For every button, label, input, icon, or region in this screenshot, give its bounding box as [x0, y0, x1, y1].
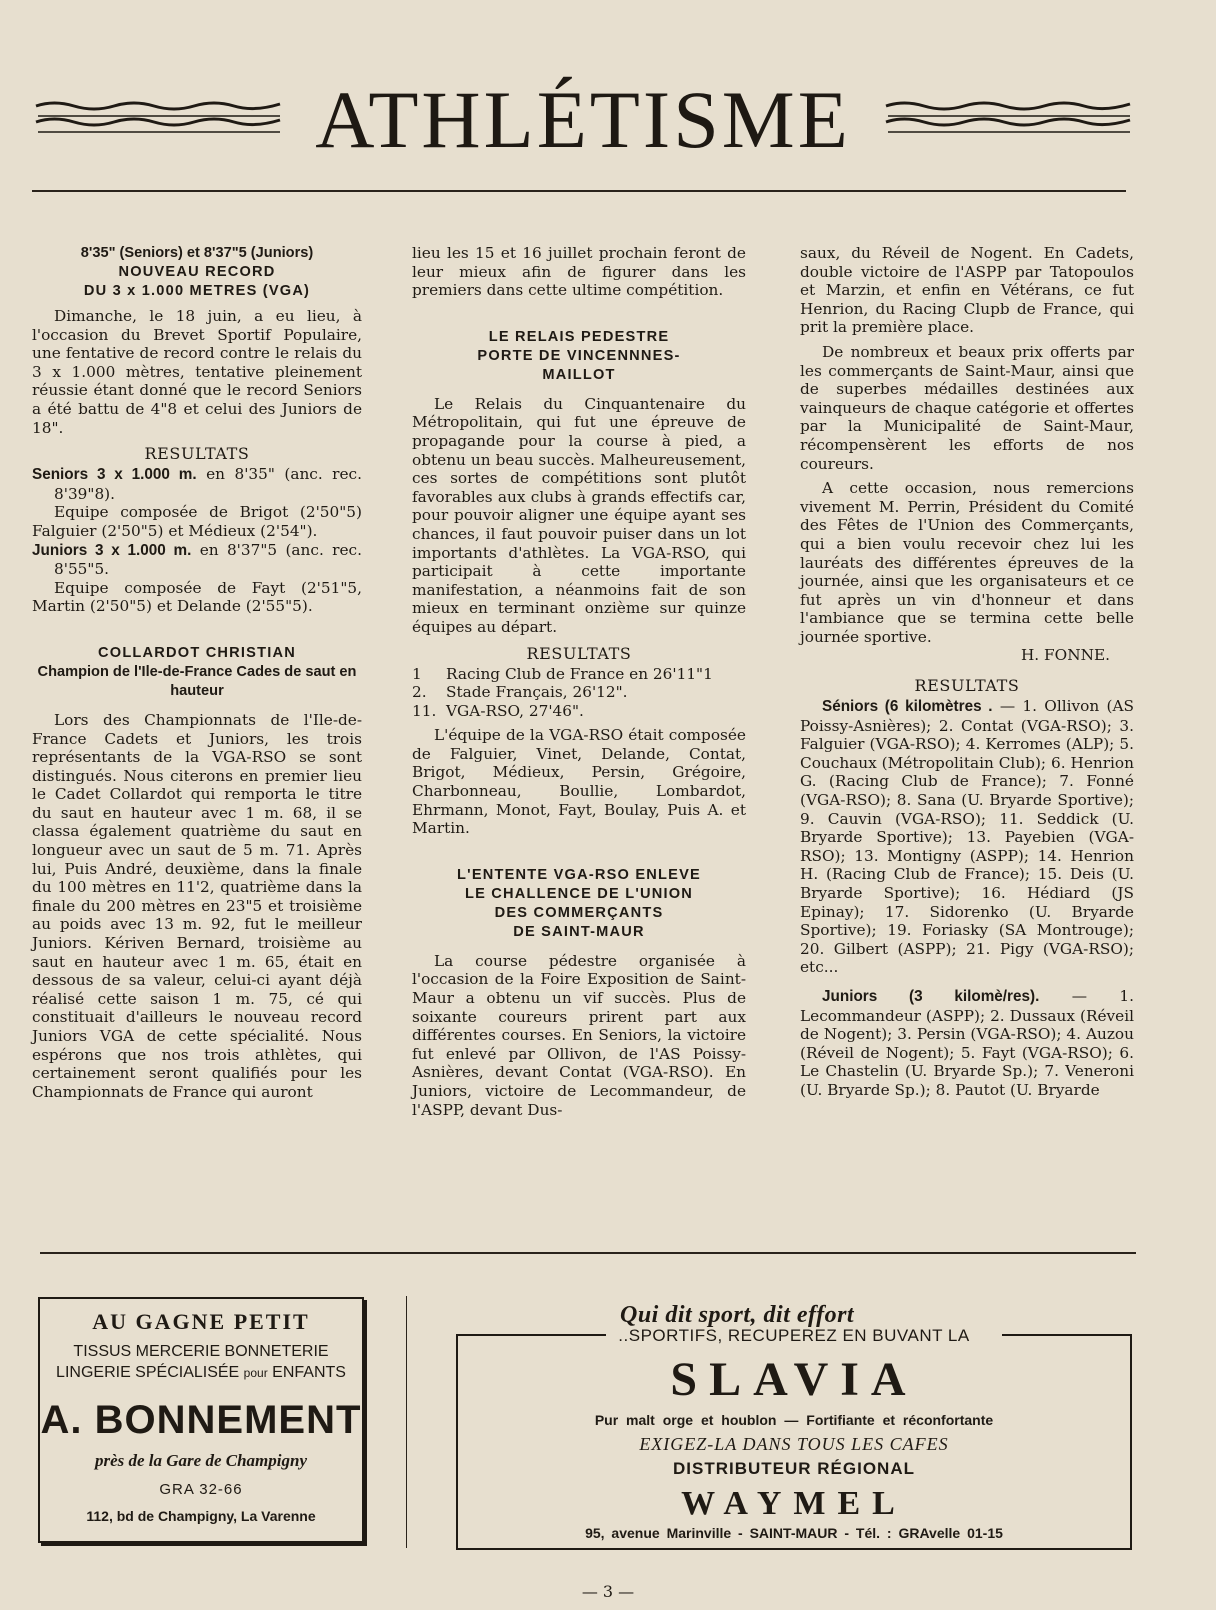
- article-1-heading-line-3: DU 3 x 1.000 METRES (VGA): [83, 283, 311, 299]
- article-1-results-heading: RESULTATS: [144, 444, 250, 464]
- ad-cta: EXIGEZ-LA DANS TOUS LES CAFES: [639, 1434, 949, 1454]
- ad-brand-logo: SLAVIA: [670, 1353, 918, 1406]
- result-text: Stade Français, 26'12".: [446, 683, 628, 702]
- juniors-result-text: en 8'37"5 (anc. rec. 8'55"5.: [54, 540, 362, 579]
- ad-text: ENFANTS: [267, 1364, 346, 1381]
- ad-products-line-1: TISSUS MERCERIE BONNETERIE: [73, 1343, 329, 1360]
- ad-products-line-2: [40, 1362, 362, 1384]
- article-3-team-paragraph: L'équipe de la VGA-RSO était composée de Falguier, Vinet, Delande, Contat, Brigot, Médieux, Persin, Grégoire, Charbonneau, Boullie, Lombardot, Ehrmann, Monot, Fayt, Boulay, Puis A. et Martin.: [412, 726, 746, 838]
- article-1-paragraph: Dimanche, le 18 juin, a eu lieu, à l'occasion du Brevet Sportif Populaire, une fentative de record contre le relais du 3 x 1.000 mètres, tentative pleinement réussie étant donné que le record Seniors a été battu de 4"8 et celui des Juniors de 18".: [32, 307, 362, 437]
- ad-headline: ..SPORTIFS, RECUPEREZ EN BUVANT LA: [618, 1326, 970, 1345]
- ad-distributor-label: DISTRIBUTEUR RÉGIONAL: [673, 1459, 915, 1478]
- result-text: Racing Club de France en 26'11"1: [446, 664, 713, 683]
- article-3-heading-line-1: LE RELAIS PEDESTRE: [488, 328, 670, 345]
- ad-owner-name: A. BONNEMENT: [40, 1398, 362, 1442]
- juniors-result: [32, 541, 362, 579]
- ad-phone: GRA 32-66: [159, 1481, 243, 1498]
- ad-text: LINGERIE SPÉCIALISÉE: [56, 1364, 244, 1381]
- ad-text: pour: [243, 1366, 268, 1380]
- article-2-paragraph: Lors des Championnats de l'Ile-de-France Cadets et Juniors, les trois représentants de la VGA-RSO se sont distingués. Nous citerons en premier lieu le Cadet Collardot qui remporta le titre du saut en hauteur avec 1 m. 68, il se classa également quatrième du saut en longueur avec un saut de 5 m. 71. Après lui, Puis André, deuxième, dans la finale du 100 mètres en 11'2, quatrième dans la finale du 200 mètres en 23"5 et troisième au poids avec 13 m. 92, fut le meilleur Juniors. Kériven Bernard, troisième au saut en hauteur avec 1 m. 65, était en dessous de sa valeur, celui-ci ayant déjà réalisé cette saison 1 m. 75, cé qui constituait d'ailleurs le nouveau record Juniors VGA de cette spécialité. Nous espérons que nos trois athlètes, qui certainement seront qualifiés pour les Championnats de France qui auront: [32, 710, 362, 1101]
- column-2: [412, 244, 746, 1119]
- juniors-race-label: Juniors (3 kilomè/res).: [822, 987, 1040, 1005]
- list-item: [412, 665, 746, 684]
- seniors-team: Equipe composée de Brigot (2'50"5) Falguier (2'50"5) et Médieux (2'54").: [32, 503, 362, 540]
- seniors-result: [32, 465, 362, 503]
- article-4-heading-line-4: DE SAINT-MAUR: [513, 923, 645, 940]
- juniors-team: Equipe composée de Fayt (2'51"5, Martin (2'50"5) et Delande (2'55"5).: [32, 578, 362, 616]
- ad-location: près de la Gare de Champigny: [94, 1451, 308, 1470]
- juniors-result-label: Juniors 3 x 1.000 m.: [32, 541, 192, 559]
- relay-results-list: [412, 665, 746, 721]
- result-rank: 2.: [412, 683, 427, 702]
- result-rank: 1: [412, 664, 422, 683]
- seniors-race-results: [800, 697, 1134, 977]
- article-3-heading-line-2: PORTE DE VINCENNNES-: [477, 347, 681, 364]
- seniors-result-text: en 8'35" (anc. rec. 8'39"8).: [54, 465, 362, 503]
- result-rank: 11.: [412, 701, 437, 720]
- article-4-heading-line-3: DES COMMERÇANTS: [494, 904, 664, 921]
- ad-distributor-address: 95, avenue Marinville - SAINT-MAUR - Tél. : GRAvelle 01-15: [585, 1525, 1003, 1541]
- article-2-heading-line-1: COLLARDOT CHRISTIAN: [98, 644, 296, 661]
- ad-distributor-name: WAYMEL: [681, 1485, 907, 1522]
- page-title: ATHLÉTISME: [315, 74, 851, 165]
- advertisement-bonnement: [38, 1297, 364, 1543]
- article-4-heading-line-2: LE CHALLENCE DE L'UNION: [464, 885, 694, 902]
- article-2-heading-line-2: Champion de l'Ile-de-France Cades de saut en hauteur: [37, 663, 357, 699]
- seniors-result-label: Seniors 3 x 1.000 m.: [32, 466, 197, 484]
- article-4-paragraph-3: A cette occasion, nous remercions vivement M. Perrin, Président du Comité des Fêtes de l'Union des Commerçants, qui a bien voulu recevoir chez lui les lauréats des différentes épreuves de la journée, ainsi que les organisateurs et ce fut après un vin d'honneur et dans l'ambiance que se termina cette belle journée sportive.: [800, 479, 1134, 646]
- juniors-race-text: — 1. Lecommandeur (ASPP); 2. Dussaux (Réveil de Nogent); 3. Persin (VGA-RSO); 4. Auzou (Réveil de Nogent); 5. Fayt (VGA-RSO); 6. Le Chastelin (U. Bryarde Sp.); 7. Veneroni (U. Bryarde Sp.); 8. Pautot (U. Bryarde: [800, 986, 1134, 1099]
- column-1: [32, 244, 362, 1101]
- list-item: [412, 683, 746, 702]
- ad-separator: [406, 1296, 407, 1548]
- advertisement-slavia: [456, 1326, 1132, 1550]
- ad-address: 112, bd de Champigny, La Varenne: [86, 1508, 316, 1524]
- page-number: — 3 —: [581, 1582, 635, 1601]
- seniors-race-text: — 1. Ollivon (AS Poissy-Asnières); 2. Contat (VGA-RSO); 3. Falguier (VGA-RSO); 4. Kerromes (ALP); 5. Couchaux (Métropolitain Club); 6. Henrion G. (Racing Club de France); 7. Fonné (VGA-RSO); 8. Sana (U. Bryarde Sportive); 9. Cauvin (VGA-RSO); 11. Seddick (U. Bryarde Sportive); 13. Payebien (VGA-RSO); 13. Montigny (ASPP); 14. Henrion H. (Racing Club de France); 15. Deis (U. Bryarde Sportive); 16. Hédiard (JS Epinay); 17. Sidorenko (U. Bryarde Sportive); 19. Foriasky (SA Montrouge); 20. Gilbert (ASPP); 21. Pigy (VGA-RSO); etc...: [800, 697, 1135, 977]
- left-title-ornament: [34, 98, 282, 138]
- article-2-continuation: lieu les 15 et 16 juillet prochain feront de leur mieux afin de figurer dans les premiers dans cette ultime compétition.: [412, 244, 746, 300]
- article-1-heading-line-2: NOUVEAU RECORD: [118, 264, 276, 280]
- result-text: VGA-RSO, 27'46".: [446, 701, 584, 720]
- article-4-heading-line-1: L'ENTENTE VGA-RSO ENLEVE: [457, 866, 701, 883]
- seniors-race-label: Séniors (6 kilomètres .: [822, 698, 993, 716]
- ad-description: Pur malt orge et houblon — Fortifiante et réconfortante: [594, 1412, 994, 1428]
- article-4-results-heading: RESULTATS: [914, 676, 1020, 696]
- article-4-paragraph-2: De nombreux et beaux prix offerts par les commerçants de Saint-Maur, ainsi que de superbes médailles destinées aux vainqueurs de chaque catégorie et offertes par la Municipalité de Saint-Maur, récompensèrent les efforts de nos coureurs.: [800, 342, 1134, 473]
- footer-rule: [40, 1252, 1136, 1254]
- article-4-continuation: saux, du Réveil de Nogent. En Cadets, double victoire de l'ASPP par Tatopoulos et Marzin, et enfin en Vétérans, ce fut Henrion, du Racing Clupb de France, qui prit la première place.: [800, 244, 1134, 337]
- article-3-results-heading: RESULTATS: [526, 643, 632, 663]
- juniors-race-results: [800, 987, 1134, 1100]
- right-title-ornament: [884, 98, 1132, 138]
- ad-shop-title: AU GAGNE PETIT: [92, 1309, 310, 1334]
- header-rule: [32, 190, 1126, 192]
- article-4-paragraph: La course pédestre organisée à l'occasion de la Foire Exposition de Saint-Maur a obtenu un vif succès. Plus de soixante coureurs prirent part aux différentes courses. En Seniors, la victoire fut enlevé par Ollivon, de l'AS Poissy-Asnières, devant Contat (VGA-RSO). En Juniors, victoire de Lecommandeur, de l'ASPP, devant Dus-: [412, 951, 746, 1119]
- article-1-heading-line-1: 8'35" (Seniors) et 8'37"5 (Juniors): [80, 245, 314, 261]
- signature: H. FONNE.: [1020, 646, 1110, 665]
- list-item: [412, 702, 746, 721]
- ad-slogan: Qui dit sport, dit effort: [620, 1302, 855, 1328]
- article-3-paragraph: Le Relais du Cinquantenaire du Métropolitain, qui fut une épreuve de propagande pour la course à pied, a obtenu un beau succès. Malheureusement, ces sortes de compétitions sont plutôt favorables aux clubs à grands effectifs car, pour pouvoir aligner une équipe ayant ses chances, il faut pouvoir puiser dans un lot importants d'athlètes. La VGA-RSO, qui participait à cette importante manifestation, a néanmoins fait de son mieux en terminant onzième sur quinze équipes au départ.: [412, 394, 746, 636]
- article-3-heading-line-3: MAILLOT: [542, 366, 616, 383]
- column-3: [800, 244, 1134, 1100]
